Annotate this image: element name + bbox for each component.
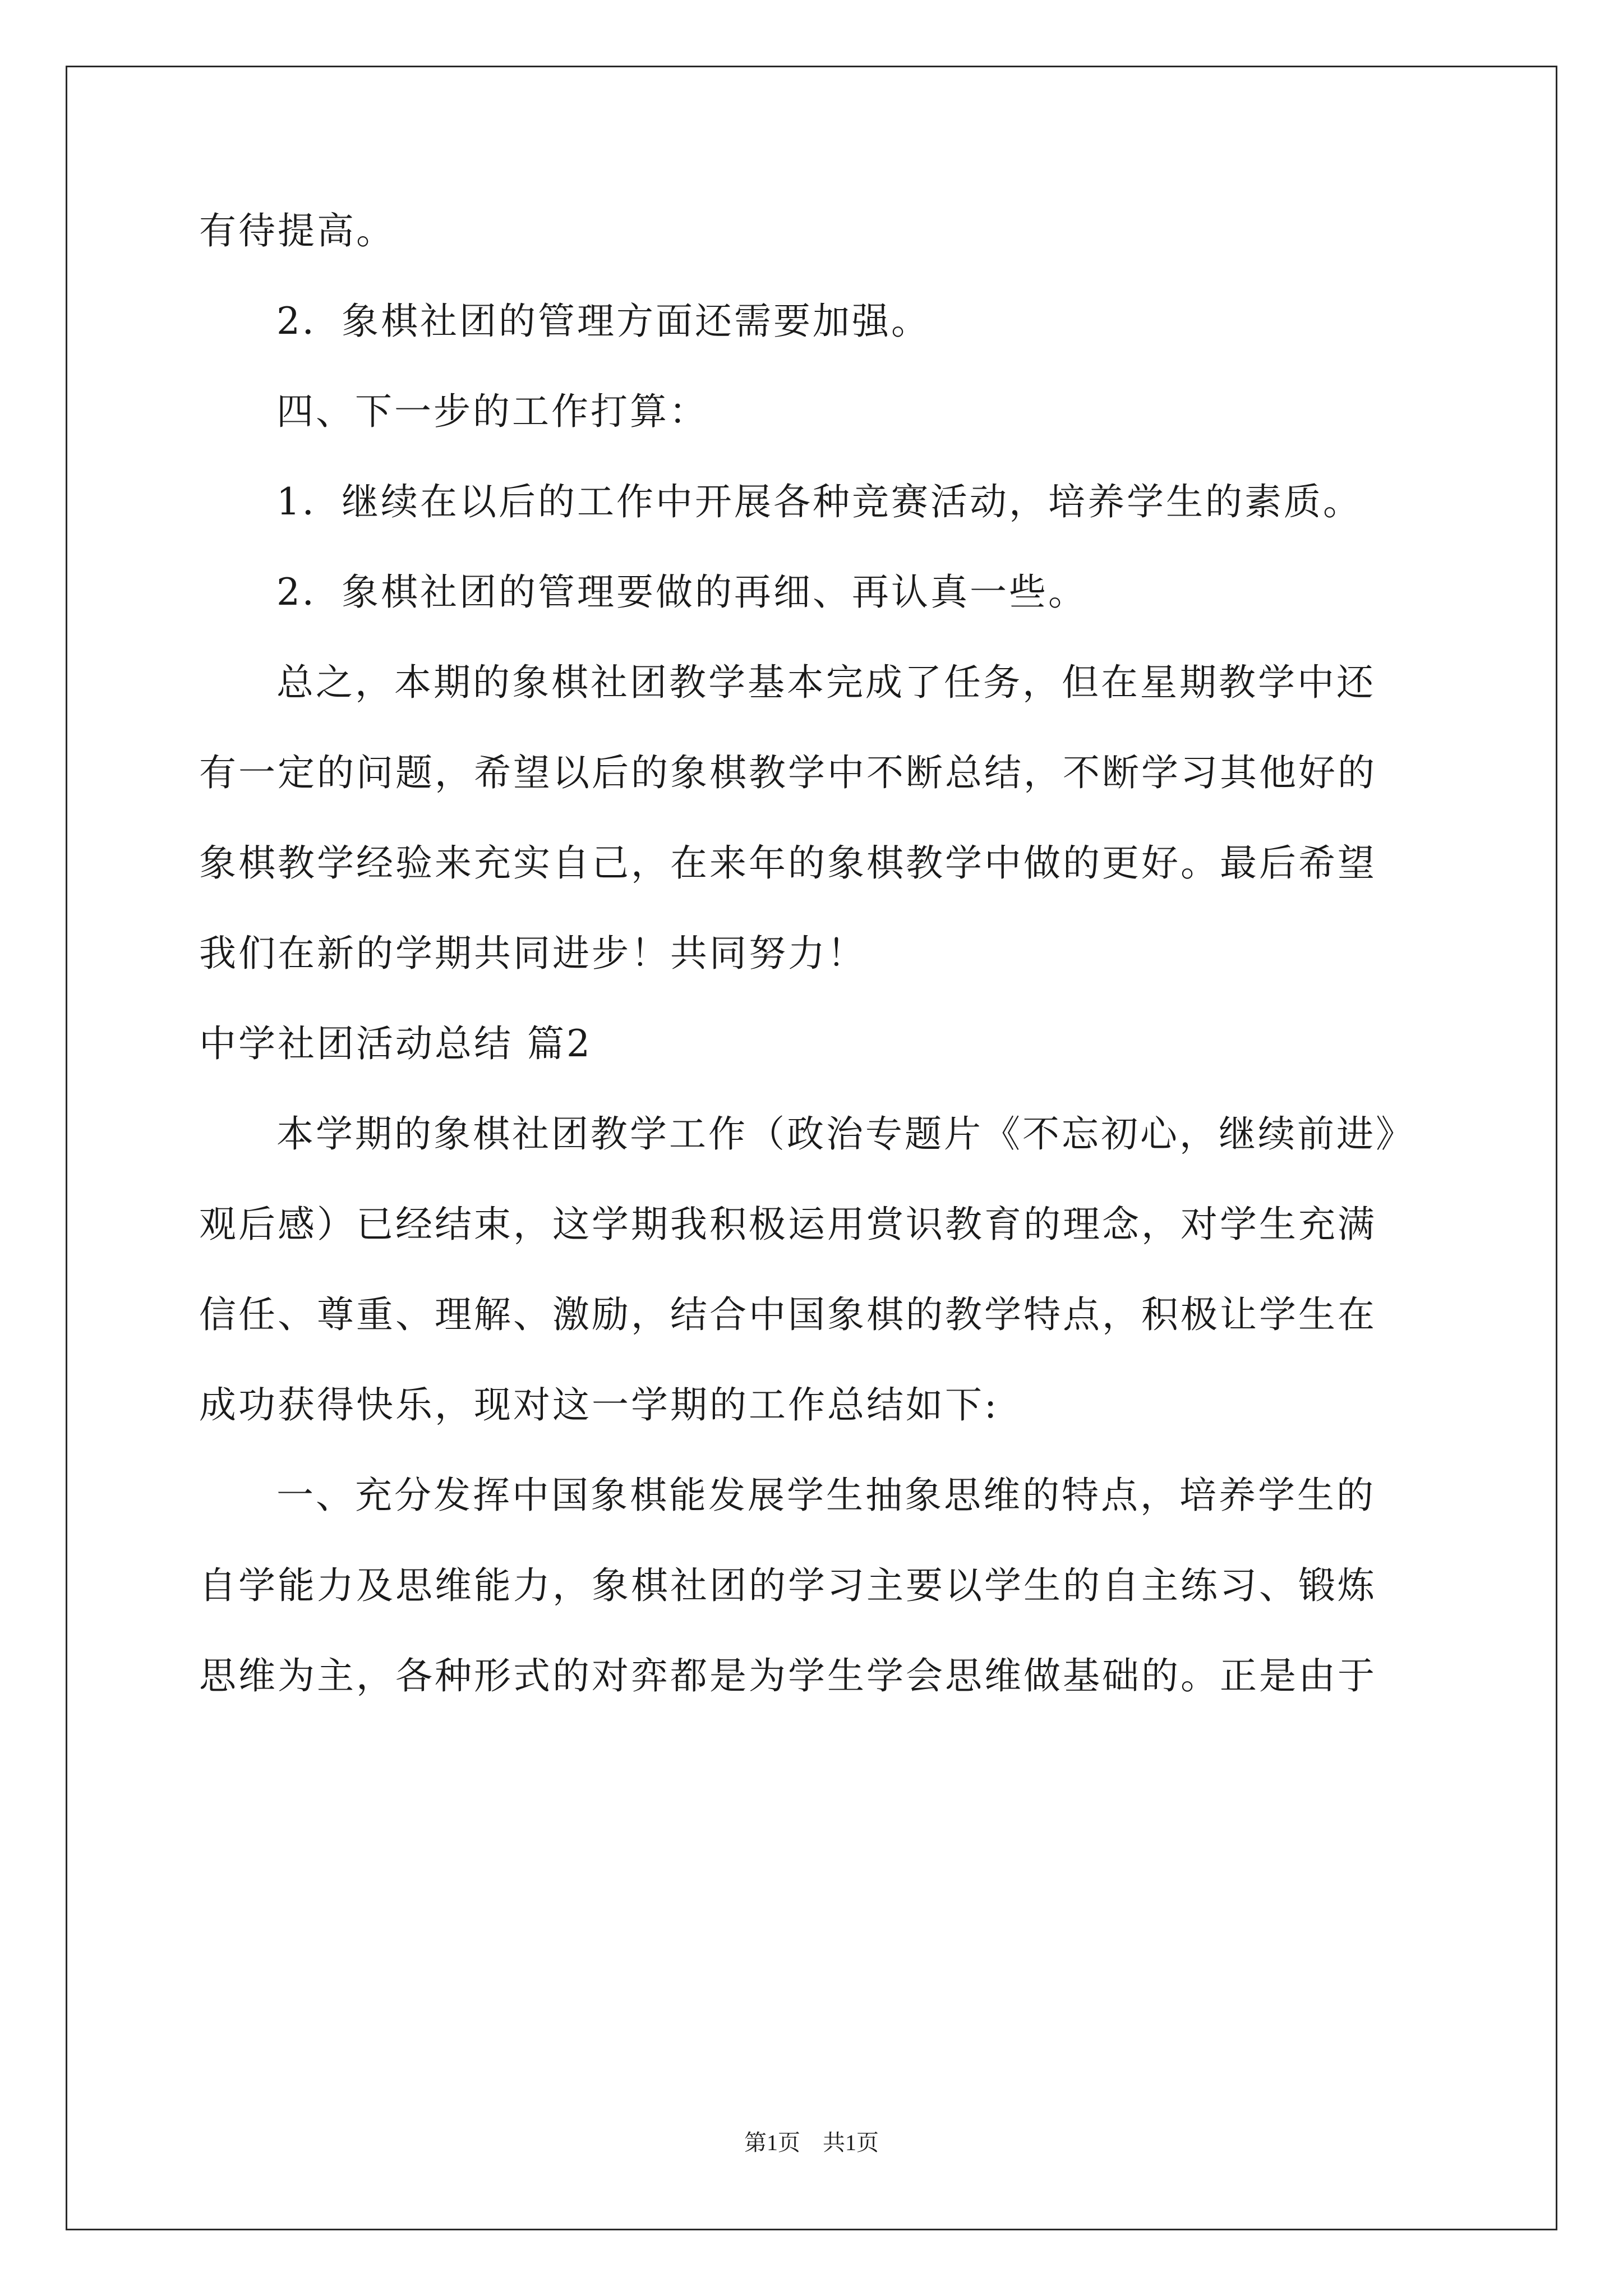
text-line: 成功获得快乐，现对这一学期的工作总结如下: — [199, 1383, 999, 1427]
text-line: 1．继续在以后的工作中开展各种竞赛活动，培养学生的素质。 — [276, 480, 1362, 523]
text-line: 象棋教学经验来充实自己，在来年的象棋教学中做的更好。最后希望 — [199, 841, 1377, 885]
text-line: 思维为主，各种形式的对弈都是为学生学会思维做基础的。正是由于 — [199, 1654, 1377, 1697]
text-line: 我们在新的学期共同进步！共同努力！ — [199, 932, 866, 975]
text-line: 2．象棋社团的管理要做的再细、再认真一些。 — [276, 570, 1087, 614]
text-line: 有待提高。 — [199, 209, 395, 252]
page-number-footer: 第1页 共1页 — [744, 2130, 879, 2155]
text-line: 2．象棋社团的管理方面还需要加强。 — [276, 300, 930, 343]
text-line: 本学期的象棋社团教学工作（政治专题片《不忘初心，继续前进》 — [276, 1112, 1415, 1156]
text-line: 自学能力及思维能力，象棋社团的学习主要以学生的自主练习、锻炼 — [199, 1564, 1377, 1607]
text-line: 观后感）已经结束，这学期我积极运用赏识教育的理念，对学生充满 — [199, 1203, 1377, 1246]
article-title: 中学社团活动总结 篇2 — [199, 1022, 592, 1065]
text-line: 有一定的问题，希望以后的象棋教学中不断总结，不断学习其他好的 — [199, 751, 1377, 794]
section-heading: 四、下一步的工作打算： — [276, 390, 708, 433]
text-line: 总之，本期的象棋社团教学基本完成了任务，但在星期教学中还 — [276, 661, 1376, 704]
text-line: 信任、尊重、理解、激励，结合中国象棋的教学特点，积极让学生在 — [199, 1293, 1377, 1336]
text-line: 一、充分发挥中国象棋能发展学生抽象思维的特点，培养学生的 — [276, 1474, 1376, 1517]
